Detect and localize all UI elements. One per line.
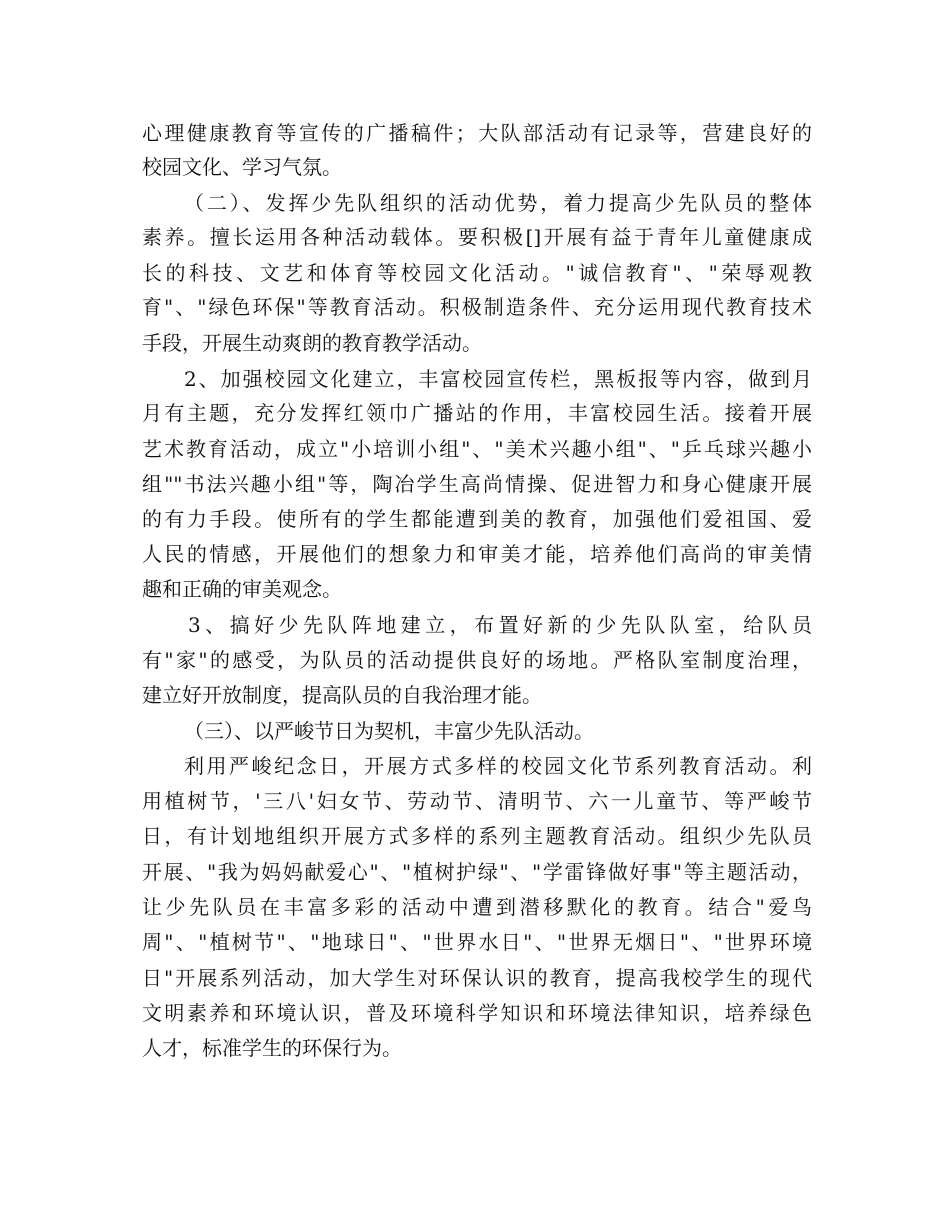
text-line: 日"开展系列活动，加大学生对环保认识的教育，提高我校学生的现代 — [142, 966, 812, 990]
text-line: 利用严峻纪念日，开展方式多样的校园文化节系列教育活动。利 — [184, 754, 812, 778]
text-line: 素养。擅长运用各种活动载体。要积极[]开展有益于青年儿童健康成 — [142, 225, 812, 249]
text-line: 开展、"我为妈妈献爱心"、"植树护绿"、"学雷锋做好事"等主题活动， — [142, 860, 812, 884]
text-line: 趣和正确的审美观念。 — [142, 577, 342, 601]
text-line: 日，有计划地组织开展方式多样的系列主题教育活动。组织少先队员 — [142, 824, 812, 848]
text-line: 月有主题，充分发挥红领巾广播站的作用，丰富校园生活。接着开展 — [142, 401, 812, 425]
text-line: 有"家"的感受，为队员的活动提供良好的场地。严格队室制度治理， — [142, 648, 812, 672]
text-line: 用植树节，'三八'妇女节、劳动节、清明节、六一儿童节、等严峻节 — [142, 789, 812, 813]
text-line: 长的科技、文艺和体育等校园文化活动。"诚信教育"、"荣辱观教 — [142, 261, 812, 285]
text-line: 周"、"植树节"、"地球日"、"世界水日"、"世界无烟日"、"世界环境 — [142, 930, 812, 954]
text-line: 人民的情感，开展他们的想象力和审美才能，培养他们高尚的审美情 — [142, 542, 812, 566]
text-line: 手段，开展生动爽朗的教育教学活动。 — [142, 331, 482, 355]
text-line: 的有力手段。使所有的学生都能遭到美的教育，加强他们爱祖国、爱 — [142, 507, 812, 531]
text-line: 育"、"绿色环保"等教育活动。积极制造条件、充分运用现代教育技术 — [142, 295, 812, 319]
text-line: 校园文化、学习气氛。 — [142, 155, 342, 179]
text-line: （三）、以严峻节日为契机，丰富少先队活动。 — [184, 719, 594, 743]
text-line: 3、搞好少先队阵地建立，布置好新的少先队队室，给队员 — [188, 613, 812, 637]
text-line: 让少先队员在丰富多彩的活动中遭到潜移默化的教育。结合"爱鸟 — [142, 895, 812, 919]
text-line: 心理健康教育等宣传的广播稿件；大队部活动有记录等，营建良好的 — [142, 121, 812, 145]
text-line: 艺术教育活动，成立"小培训小组"、"美术兴趣小组"、"乒乓球兴趣小 — [142, 437, 812, 461]
text-line: 建立好开放制度，提高队员的自我治理才能。 — [142, 683, 542, 707]
text-line: 2、加强校园文化建立，丰富校园宣传栏，黑板报等内容，做到月 — [184, 367, 812, 391]
text-line: 组""书法兴趣小组"等，陶冶学生高尚情操、促进智力和身心健康开展 — [142, 472, 812, 496]
text-line: 人才，标准学生的环保行为。 — [142, 1036, 402, 1060]
text-line: 文明素养和环境认识，普及环境科学知识和环境法律知识，培养绿色 — [142, 1001, 812, 1025]
text-line: （二）、发挥少先队组织的活动优势，着力提高少先队员的整体 — [184, 191, 812, 215]
